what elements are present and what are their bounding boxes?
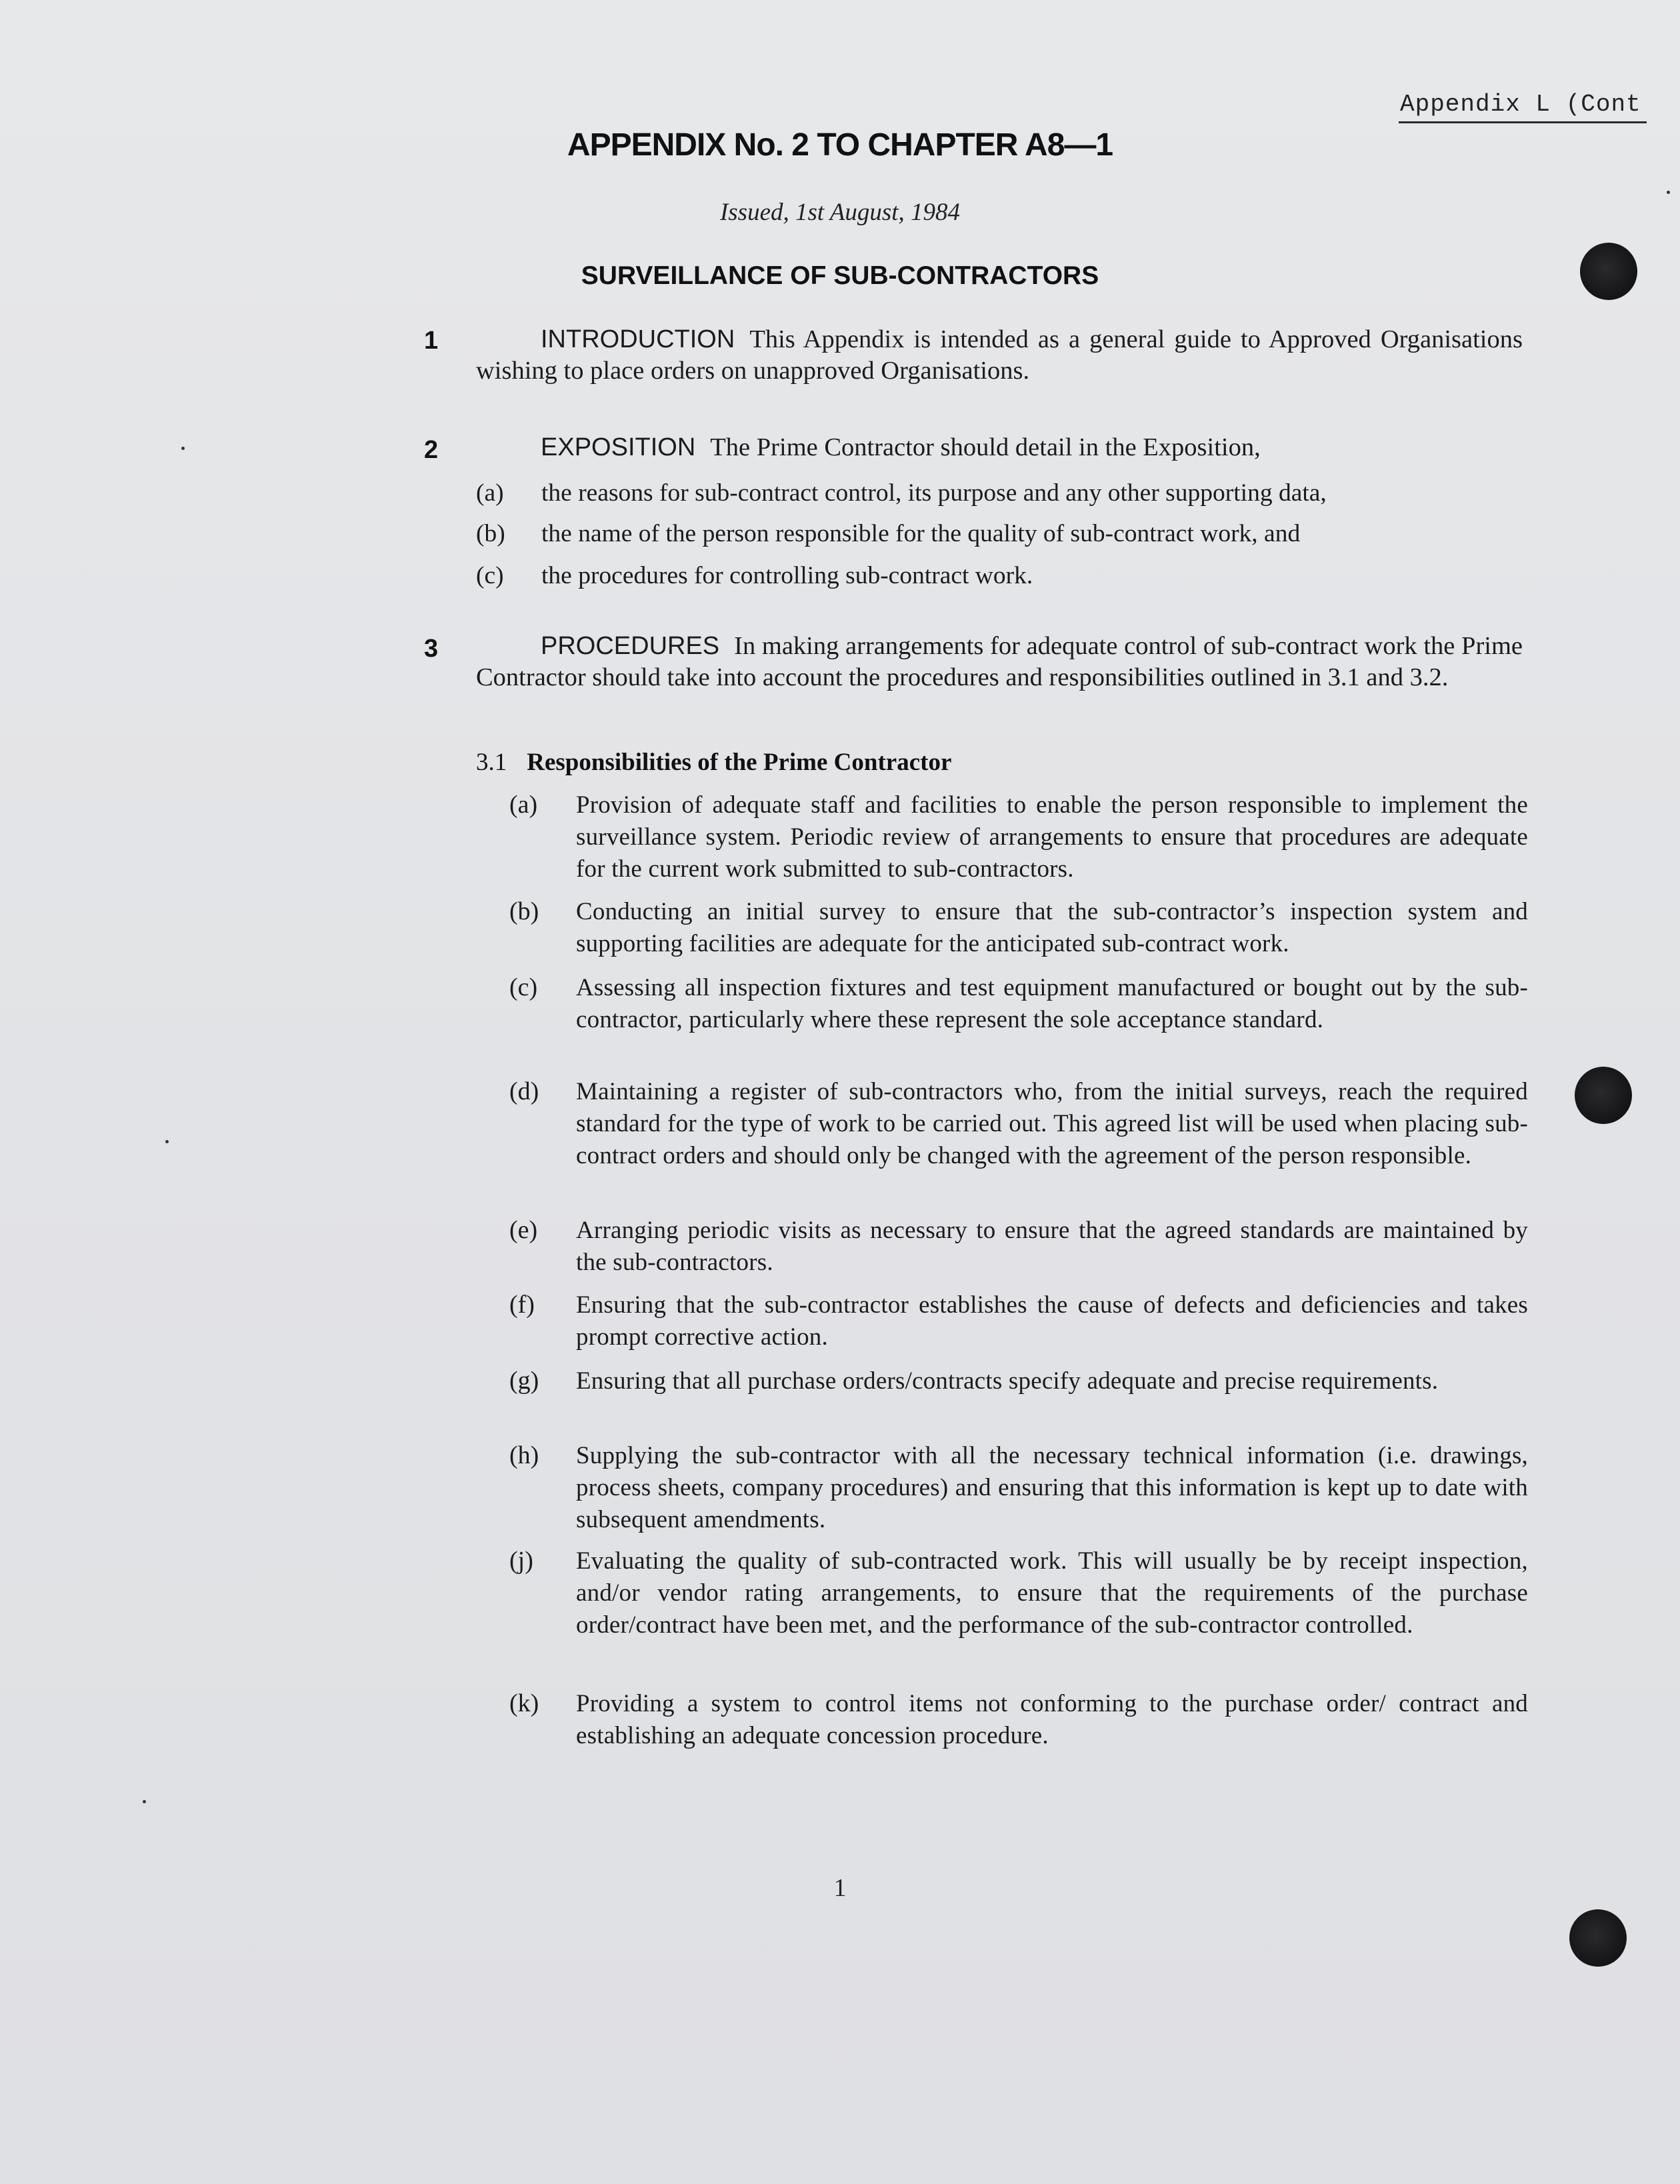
punch-hole: [1580, 243, 1637, 300]
item-label: (d): [509, 1077, 539, 1105]
item-text: Evaluating the quality of sub-contracted work. This will usually be by receipt inspection, and/or vendor rating arrangements, to ensure that the requirements of the purchase order/contract have been met, and the performance of the sub-contractor controlled.: [576, 1547, 1528, 1639]
item-text: the procedures for controlling sub-contract work.: [541, 562, 1033, 589]
section-number: 1: [424, 327, 439, 355]
item-label: (h): [509, 1441, 539, 1469]
scan-speck: [181, 447, 185, 450]
item-label: (e): [509, 1216, 538, 1244]
appendix-stamp: Appendix L (Cont: [1400, 91, 1641, 118]
section-number: 2: [424, 436, 439, 464]
item-text: Supplying the sub-contractor with all the necessary technical information (i.e. drawings, process sheets, company procedures) and ensuring that this information is kept up to date with subsequent amendments.: [576, 1442, 1528, 1533]
page-number: 1: [833, 1874, 847, 1902]
item-label: (a): [476, 479, 504, 507]
item-text: Conducting an initial survey to ensure that the sub-contractor’s inspection system and supporting facilities are adequate for the anticipated sub-contract work.: [576, 898, 1528, 957]
section-procedures: [476, 631, 1523, 693]
document-subtitle: SURVEILLANCE OF SUB-CONTRACTORS: [581, 261, 1099, 290]
section-heading: PROCEDURES: [541, 632, 720, 660]
item-text: Provision of adequate staff and facilities to enable the person responsible to implement the surveillance system. Periodic review of arrangements to ensure that procedures are adequate for the current work submitted to sub-contractors.: [576, 791, 1528, 883]
item-text: Ensuring that all purchase orders/contracts specify adequate and precise requirements.: [576, 1367, 1439, 1395]
item-text: Arranging periodic visits as necessary to ensure that the agreed standards are maintained by the sub-contractors.: [576, 1217, 1528, 1276]
punch-hole: [1575, 1067, 1632, 1124]
item-label: (b): [509, 897, 539, 925]
item-text: Assessing all inspection fixtures and test equipment manufactured or bought out by the sub-contractor, particularly where these represent the sole acceptance standard.: [576, 974, 1528, 1033]
subsection-number: 3.1: [476, 749, 507, 776]
item-label: (b): [476, 520, 505, 547]
item-label: (c): [476, 562, 504, 589]
item-label: (k): [509, 1689, 539, 1717]
scan-speck: [1667, 191, 1670, 194]
subsection-heading: [476, 748, 951, 777]
punch-hole: [1569, 1909, 1627, 1967]
item-text: the reasons for sub-contract control, its purpose and any other supporting data,: [541, 479, 1327, 507]
stamp-underline: [1399, 121, 1647, 123]
scan-speck: [143, 1800, 146, 1803]
section-heading: INTRODUCTION: [541, 325, 735, 353]
item-label: (f): [509, 1291, 535, 1319]
section-text: The Prime Contractor should detail in the Exposition,: [710, 433, 1261, 461]
section-number: 3: [424, 635, 439, 663]
subsection-title: Responsibilities of the Prime Contractor: [527, 749, 952, 776]
scan-speck: [165, 1140, 169, 1143]
section-introduction: [476, 324, 1523, 387]
issued-date: Issued, 1st August, 1984: [719, 199, 961, 226]
document-title: APPENDIX No. 2 TO CHAPTER A8—1: [567, 127, 1113, 163]
item-text: Ensuring that the sub-contractor establishes the cause of defects and deficiencies and takes prompt corrective action.: [576, 1291, 1528, 1351]
item-text: the name of the person responsible for the quality of sub-contract work, and: [541, 520, 1301, 547]
section-exposition: [476, 432, 1523, 463]
item-text: Providing a system to control items not conforming to the purchase order/ contract and establishing an adequate concession procedure.: [576, 1690, 1528, 1749]
section-text: In making arrangements for adequate control of sub-contract work the Prime Contractor should take into account the procedures and responsibilities outlined in 3.1 and 3.2.: [476, 632, 1523, 691]
item-label: (c): [509, 973, 538, 1001]
section-heading: EXPOSITION: [541, 433, 696, 461]
section-text: This Appendix is intended as a general guide to Approved Organisations wishing to place orders on unapproved Organisations.: [476, 325, 1523, 385]
item-label: (j): [509, 1547, 533, 1575]
item-label: (a): [509, 791, 538, 819]
item-text: Maintaining a register of sub-contractors who, from the initial surveys, reach the required standard for the type of work to be carried out. This agreed list will be used when placing sub-contract orders and should only be changed with the agreement of the person responsible.: [576, 1078, 1528, 1169]
item-label: (g): [509, 1367, 539, 1395]
